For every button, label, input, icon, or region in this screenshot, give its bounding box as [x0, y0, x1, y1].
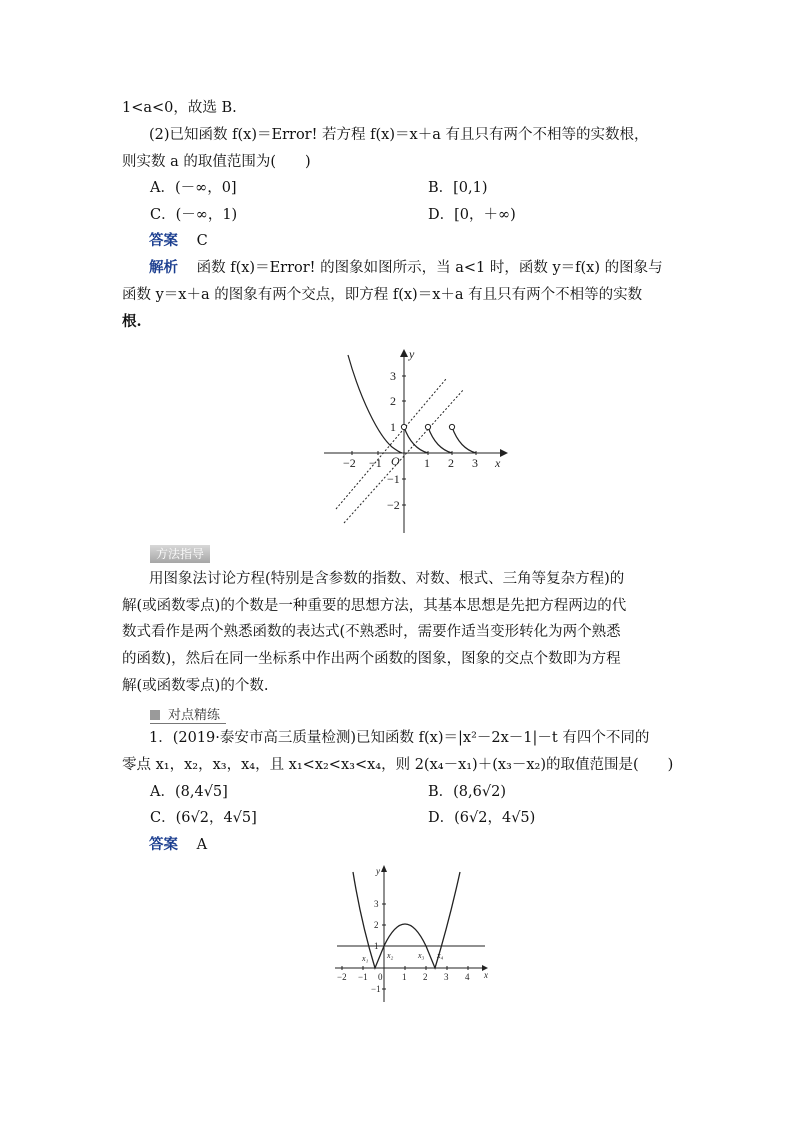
x-axis-label: x [495, 456, 501, 470]
practice-option-a: A．(8,4√5] [150, 784, 228, 800]
y-axis-arrow [400, 349, 408, 357]
question-2-cont: 则实数 a 的取值范围为( ) [122, 154, 311, 170]
explanation-2: 函数 y＝x＋a 的图象有两个交点，即方程 f(x)＝x＋a 有且只有两个不相等的实数 [122, 287, 643, 303]
practice-question-1: 1．(2019·泰安市高三质量检测)已知函数 f(x)＝|x²－2x－1|－t 有四个不同的 [149, 730, 650, 746]
practice-option-b: B．(8,6√2) [428, 784, 506, 800]
option-a: A．(－∞，0] [150, 180, 237, 196]
question-2: (2)已知函数 f(x)＝Error! 若方程 f(x)＝x＋a 有且只有两个不相等的实数根， [149, 127, 649, 143]
answer-line [149, 231, 208, 251]
x-tick-label: 4 [465, 972, 470, 982]
practice-title: 对点精练 [168, 708, 221, 723]
square-icon [150, 710, 160, 720]
y-tick-label: 2 [390, 394, 396, 408]
y-tick-label: −1 [387, 472, 400, 486]
practice-header [150, 704, 226, 724]
option-d: D．[0，＋∞) [428, 207, 516, 223]
x-axis-label: x [484, 970, 488, 980]
method-line-2: 解(或函数零点)的个数是一种重要的思想方法，其基本思想是先把方程两边的代 [122, 598, 627, 614]
method-line-1: 用图象法讨论方程(特别是含参数的指数、对数、根式、三角等复杂方程)的 [149, 571, 625, 587]
y-axis-label: y [409, 347, 415, 361]
method-line-4: 的函数)，然后在同一坐标系中作出两个函数的图象，图象的交点个数即为方程 [122, 651, 621, 667]
y-axis-label: y [376, 866, 380, 876]
x-tick-label: −2 [337, 972, 347, 982]
x-axis-arrow [500, 449, 508, 457]
option-b: B．[0,1) [428, 180, 488, 196]
explanation-3: 根. [122, 313, 142, 330]
practice-answer-label: 答案 [149, 836, 178, 853]
open-point [449, 424, 454, 429]
explanation-label: 解析 [149, 259, 178, 276]
practice-question-1-cont: 零点 x₁，x₂，x₃，x₄，且 x₁<x₂<x₃<x₄，则 2(x₄－x₁)＋(x₃－x₂)的取值范围是( ) [122, 757, 674, 773]
root-label: x₃ [418, 951, 425, 960]
option-c: C．(－∞，1) [150, 207, 238, 223]
root-label: x₂ [387, 951, 394, 960]
y-axis-arrow [381, 865, 387, 872]
y-tick-label: 1 [390, 420, 396, 434]
curve-piece-3 [452, 427, 476, 453]
method-line-3: 数式看作是两个熟悉函数的表达式(不熟悉时，需要作适当变形转化为两个熟悉 [122, 624, 621, 640]
graph-absolute-quadratic [331, 860, 493, 1008]
y-tick-label: 2 [374, 920, 379, 930]
x-tick-label: 1 [424, 456, 430, 470]
curve-piece-1 [404, 427, 428, 453]
x-tick-label: 3 [444, 972, 449, 982]
root-label: x₁ [362, 954, 369, 963]
x-tick-label: 3 [472, 456, 478, 470]
x-tick-label: −1 [369, 456, 382, 470]
explanation-text: 函数 f(x)＝Error! 的图象如图所示，当 a<1 时，函数 y＝f(x) 的图象与 [196, 260, 663, 276]
open-point [401, 424, 406, 429]
graph-piecewise [314, 343, 514, 538]
x-tick-label: 2 [423, 972, 428, 982]
practice-option-d: D．(6√2，4√5) [428, 810, 536, 826]
text-line: 1<a<0，故选 B. [122, 100, 237, 116]
x-tick-label: −2 [343, 456, 356, 470]
y-tick-label: 1 [374, 941, 379, 951]
origin-label: O [391, 454, 400, 468]
x-tick-label: 0 [378, 972, 383, 982]
y-tick-label: −2 [387, 498, 400, 512]
practice-answer-line [149, 835, 207, 855]
answer-label: 答案 [149, 232, 178, 249]
y-tick-label: 3 [374, 899, 379, 909]
root-label: x₄ [437, 951, 444, 960]
method-badge: 方法指导 [150, 545, 210, 563]
answer-value: C [196, 233, 208, 249]
x-tick-label: 2 [448, 456, 454, 470]
explanation-1 [149, 258, 663, 278]
y-tick-label: −1 [371, 984, 381, 994]
method-line-5: 解(或函数零点)的个数. [122, 678, 269, 694]
open-point [425, 424, 430, 429]
curve-piece-2 [428, 427, 452, 453]
x-tick-label: 1 [402, 972, 407, 982]
practice-answer-value: A [196, 837, 208, 853]
x-tick-label: −1 [358, 972, 368, 982]
y-tick-label: 3 [390, 369, 396, 383]
abs-curve [353, 872, 460, 968]
practice-option-c: C．(6√2，4√5] [150, 810, 257, 826]
